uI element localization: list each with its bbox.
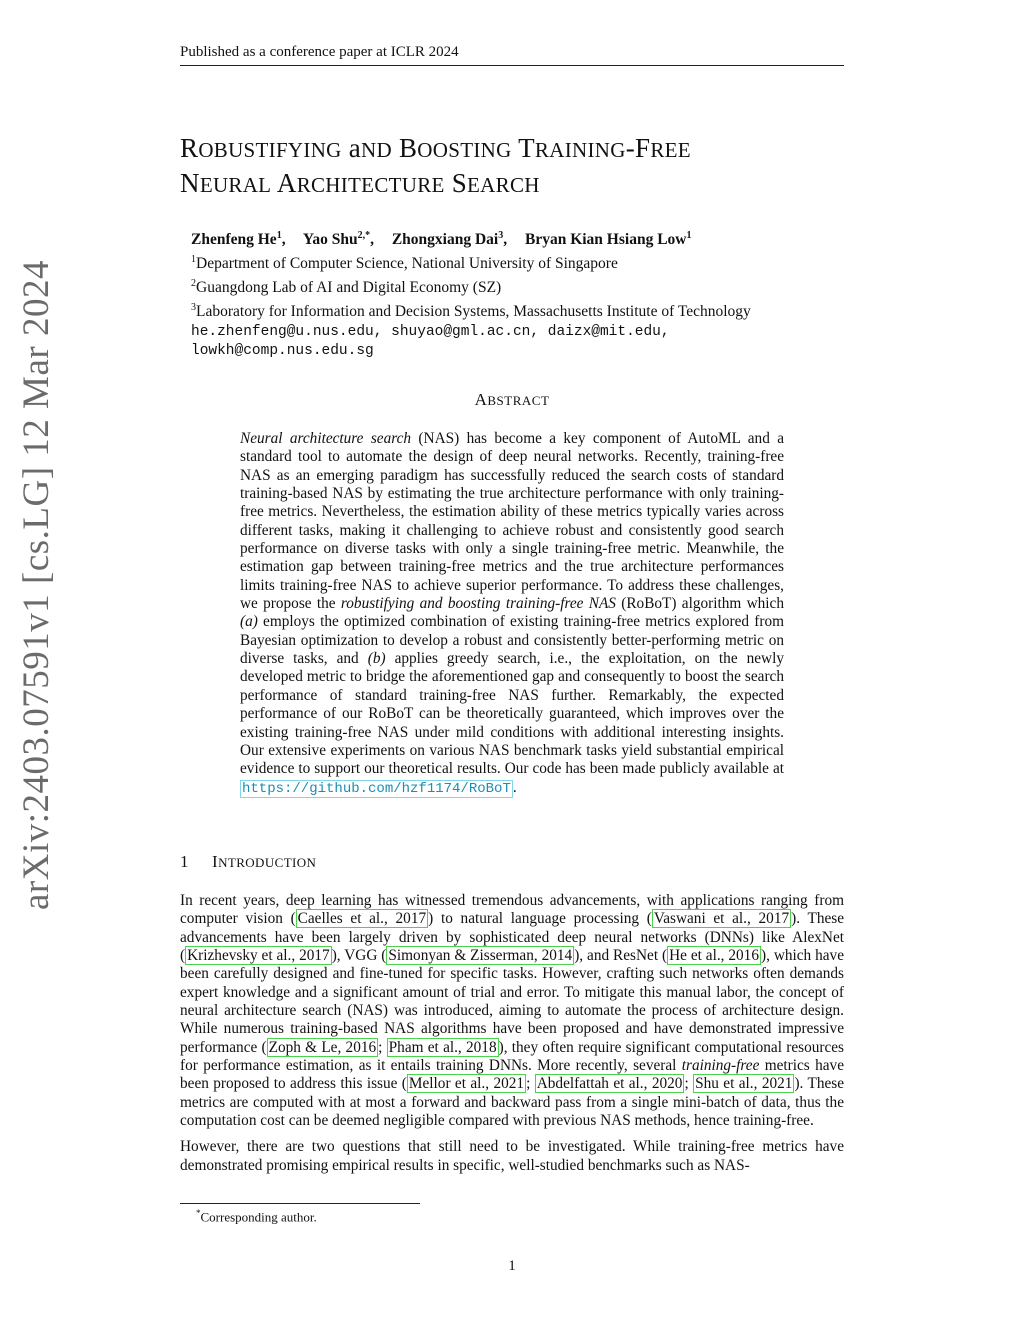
affiliation bbox=[191, 274, 851, 298]
paper-title bbox=[180, 132, 880, 202]
author-list bbox=[191, 226, 851, 250]
affiliation bbox=[191, 250, 851, 274]
author-sup: 1 bbox=[276, 230, 282, 241]
running-header: Published as a conference paper at ICLR 2024 bbox=[180, 44, 844, 66]
code-url-link[interactable]: https://github.com/hzf1174/RoBoT bbox=[242, 780, 511, 797]
introduction-body bbox=[180, 892, 844, 1175]
section-title: INTRODUCTION bbox=[212, 852, 317, 871]
citation-link[interactable]: Simonyan & Zisserman, 2014 bbox=[388, 947, 573, 965]
author-sup: 1 bbox=[686, 230, 692, 241]
author-block bbox=[191, 226, 851, 361]
citation-link[interactable]: Shu et al., 2021 bbox=[695, 1075, 793, 1093]
citation-link[interactable]: Mellor et al., 2021 bbox=[408, 1075, 525, 1093]
title-line-2: NEURAL ARCHITECTURE SEARCH bbox=[180, 168, 540, 198]
email-line: lowkh@comp.nus.edu.sg bbox=[191, 342, 374, 359]
author-sep: , bbox=[370, 231, 374, 249]
footnote-rule bbox=[180, 1203, 420, 1204]
email-line: he.zhenfeng@u.nus.edu, shuyao@gml.ac.cn, daizx@mit.edu, bbox=[191, 323, 670, 340]
affiliation-text: Laboratory for Information and Decision Systems, Massachusetts Institute of Technology bbox=[196, 303, 751, 321]
abstract-text: (NAS) has become a key component of AutoML and a standard tool to automate the design of deep neural networks. Recently, training-free NAS as an emerging paradigm has successfully reduced the search costs of standard training-based NAS by estimating the true architecture performance with only training-free metrics. Nevertheless, the estimation ability of these metrics typically varies across different tasks, making it challenging to achieve robust and consistently good search performance on diverse tasks with only a single training-free metric. Meanwhile, the estimation gap between training-free metrics and the true architecture performances limits training-free NAS to achieve superior performance. To address these challenges, we propose the bbox=[240, 430, 785, 613]
abstract-text: . bbox=[512, 778, 517, 796]
paragraph: However, there are two questions that still need to be investigated. While training-free metrics have demonstrated promising empirical results in specific, well-studied benchmarks such as NAS- bbox=[180, 1138, 844, 1174]
author-sup: 2,* bbox=[357, 230, 371, 241]
citation-link[interactable]: Abdelfattah et al., 2020 bbox=[536, 1075, 683, 1093]
citation-link[interactable]: Caelles et al., 2017 bbox=[297, 910, 427, 928]
abstract-marker: (b) bbox=[367, 650, 386, 668]
abstract-text: (RoBoT) algorithm which bbox=[615, 595, 784, 613]
email-list bbox=[191, 323, 851, 361]
footnote-text: Corresponding author. bbox=[200, 1209, 317, 1225]
author-name: Bryan Kian Hsiang Low bbox=[524, 231, 687, 249]
abstract-marker: (a) bbox=[240, 613, 258, 631]
paragraph: In recent years, deep learning has witnessed tremendous advancements, with applications ranging from computer vision ( Caelles et al., 2017 ) to natural language processing ( Vaswani et al., 2017 ). These advancements have been largely driven by sophisticated deep neural networks (DNNs) like AlexNet ( Krizhevsky et al., 2017 ), VGG ( Simonyan & Zisserman, 2014 ), and ResNet ( He et al., 2016 ), which have been carefully designed and fine-tuned for specific tasks. However, crafting such networks often demands expert knowledge and a significant amount of trial and error. To mitigate this manual labor, the concept of neural architecture search (NAS) was introduced, aiming to automate the process of architecture design. While numerous training-based NAS algorithms have been proposed and have demonstrated impressive performance ( Zoph & Le, 2016 ; Pham et al., 2018 ), they often require significant computational resources for performance estimation, as it entails training DNNs. More recently, several training-free metrics have been proposed to address this issue ( Mellor et al., 2021 ; Abdelfattah et al., 2020 ; Shu et al., 2021 ). These metrics are computed with at most a forward and backward pass from a single mini-batch of data, thus the computation cost can be deemed negligible compared with previous NAS methods, hence training-free. bbox=[180, 892, 845, 1130]
page-number: 1 bbox=[508, 1258, 516, 1274]
author-name: Yao Shu bbox=[302, 231, 358, 249]
affiliation-sup: 2 bbox=[191, 278, 196, 290]
footnote-mark: * bbox=[196, 1208, 201, 1218]
section-number: 1 bbox=[180, 852, 189, 871]
arxiv-identifier: arXiv:2403.07591v1 [cs.LG] 12 Mar 2024 bbox=[16, 260, 57, 910]
abstract-heading: ABSTRACT bbox=[474, 390, 550, 409]
affiliation-text: Department of Computer Science, National University of Singapore bbox=[196, 255, 618, 273]
citation-link[interactable]: Krizhevsky et al., 2017 bbox=[187, 947, 330, 965]
section-heading-introduction bbox=[180, 852, 316, 872]
author-sup: 3 bbox=[498, 230, 504, 241]
abstract-text: applies greedy search, i.e., the exploitation, on the newly developed metric to bridge the aforementioned gap and consequently to boost the search performance of standard training-free NAS further. Remarkably, the expected performance of our RoBoT can be theoretically guaranteed, which improves over the existing training-free NAS under mild conditions with additional interesting insights. Our extensive experiments on various NAS benchmark tasks yield substantial empirical evidence to support our theoretical results. Our code has been made publicly available at bbox=[240, 650, 785, 778]
affiliation-sup: 3 bbox=[191, 302, 196, 314]
citation-link[interactable]: Pham et al., 2018 bbox=[388, 1038, 497, 1056]
author-name: Zhenfeng He bbox=[191, 231, 277, 249]
abstract-body bbox=[240, 430, 784, 798]
citation-link[interactable]: Vaswani et al., 2017 bbox=[653, 910, 790, 928]
abstract-term: Neural architecture search bbox=[240, 430, 412, 447]
method-name-italic: robustifying and boosting training-free NAS bbox=[340, 595, 616, 613]
title-line-1: ROBUSTIFYING aND BOOSTING TRAINING-FREE bbox=[180, 133, 691, 163]
author-name: Zhongxiang Dai bbox=[391, 231, 499, 249]
footnote bbox=[196, 1208, 317, 1225]
citation-link[interactable]: Zoph & Le, 2016 bbox=[268, 1038, 377, 1056]
author-sep: , bbox=[281, 231, 286, 249]
citation-link[interactable]: He et al., 2016 bbox=[669, 947, 759, 965]
affiliation-text: Guangdong Lab of AI and Digital Economy (SZ) bbox=[196, 279, 502, 297]
abstract-text: employs the optimized combination of existing training-free metrics explored from Bayesian optimization to develop a robust and consistently better-performing metric on diverse tasks, and bbox=[240, 613, 784, 668]
author-sep: , bbox=[503, 231, 508, 249]
affiliation-sup: 1 bbox=[191, 254, 196, 266]
affiliation bbox=[191, 298, 851, 322]
